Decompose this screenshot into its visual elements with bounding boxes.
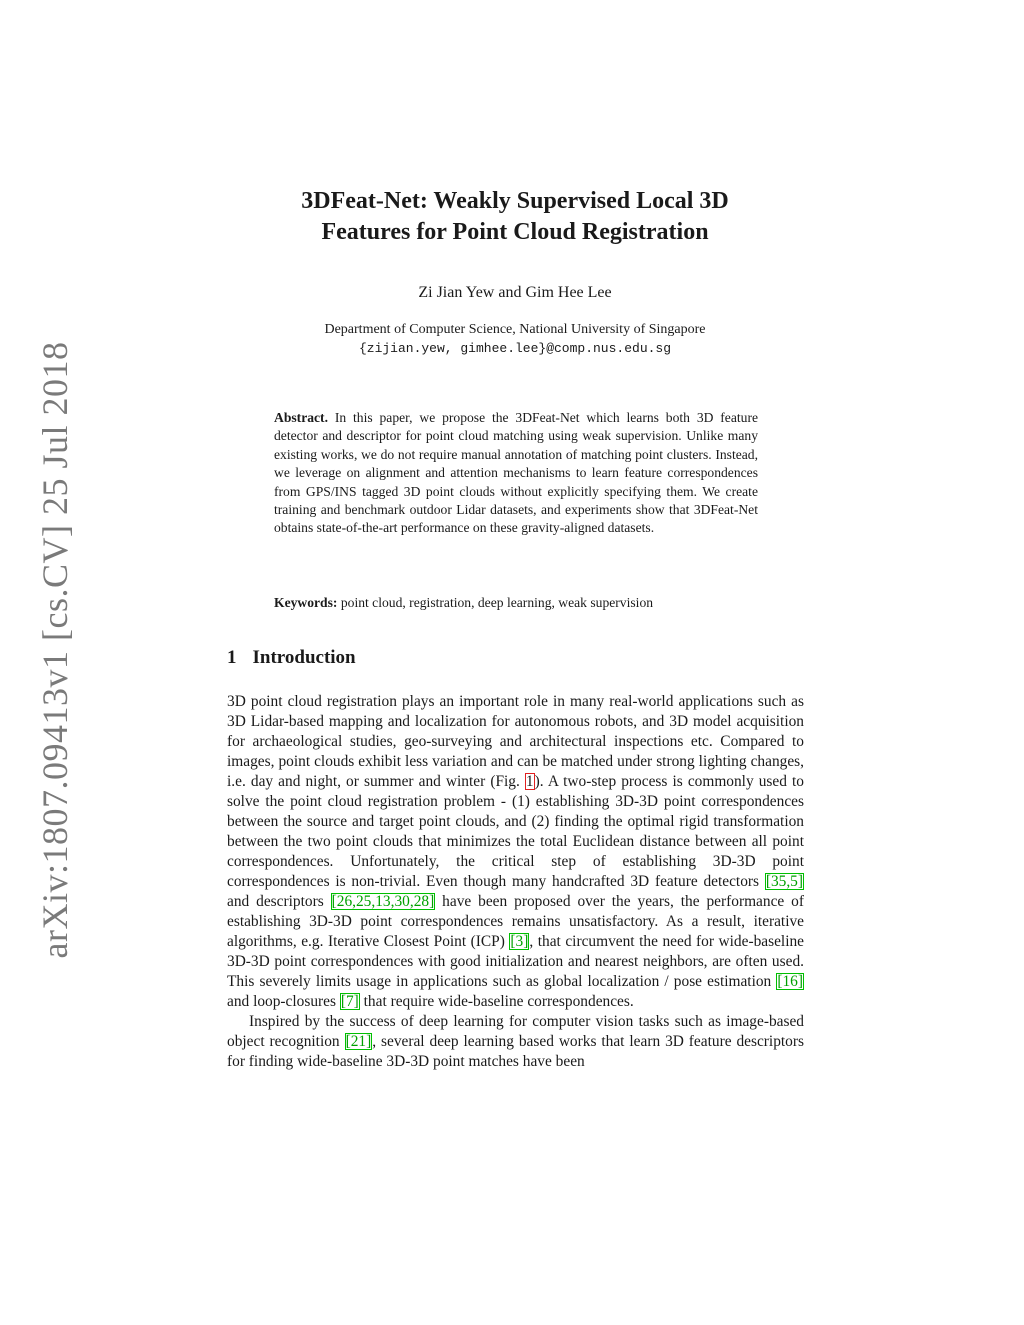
author-emails: {zijian.yew, gimhee.lee}@comp.nus.edu.sg	[358, 341, 672, 356]
intro-paragraph-2	[227, 1012, 804, 1072]
citation-link[interactable]: [26,25,13,30,28]	[331, 893, 435, 910]
figure-reference-link[interactable]: 1	[525, 773, 534, 790]
affiliation-block	[230, 320, 800, 358]
paper-title	[230, 186, 800, 248]
abstract	[274, 409, 758, 538]
abstract-text: In this paper, we propose the 3DFeat-Net which learns both 3D feature detector and descriptor for point cloud matching using weak supervision. Unlike many existing works, we do not require manual annotation of matching point clusters. Instead, we leverage on alignment and attention mechanisms to learn feature correspondences from GPS/INS tagged 3D point clouds without explicitly specifying them. We create training and benchmark outdoor Lidar datasets, and experiments show that 3DFeat-Net obtains state-of-the-art performance on these gravity-aligned datasets.	[274, 410, 759, 536]
introduction-body	[227, 692, 804, 1072]
section-heading	[227, 647, 356, 669]
text-run: ). A two-step process is commonly used to solve the point cloud registration problem - (1) establishing 3D-3D point correspondences between the source and target point clouds, and (2) finding the optimal rigid transformation between the two point clouds that minimizes the total Euclidean distance between all point correspondences. Unfortunately, the critical step of establishing 3D-3D point correspondences is non-trivial. Even though many handcrafted 3D feature detectors	[227, 773, 804, 890]
text-run: and descriptors	[227, 893, 331, 910]
text-run: , that circumvent the need for wide-baseline 3D-3D point correspondences with good initialization and nearest neighbors, are often used. This severely limits usage in applications such as global localization / pose estimation	[227, 933, 804, 990]
abstract-label: Abstract.	[274, 410, 328, 425]
text-run: , several deep learning based works that learn 3D feature descriptors for finding wide-baseline 3D-3D point matches have been	[227, 1033, 804, 1070]
keywords-label: Keywords:	[274, 595, 338, 610]
citation-link[interactable]: [3]	[510, 933, 529, 950]
arxiv-identifier: arXiv:1807.09413v1 [cs.CV] 25 Jul 2018	[35, 341, 75, 959]
text-run: 3D point cloud registration plays an important role in many real-world applications such as 3D Lidar-based mapping and localization for autonomous robots, and 3D model acquisition for archaeological studies, geo-surveying and architectural inspections etc. Compared to images, point clouds exhibit less variation and can be matched under strong lighting changes, i.e. day and night, or summer and winter (Fig.	[227, 693, 804, 790]
authors: Zi Jian Yew and Gim Hee Lee	[418, 284, 612, 301]
citation-link[interactable]: [7]	[340, 993, 359, 1010]
affiliation: Department of Computer Science, National University of Singapore	[324, 322, 706, 337]
title-line-2: Features for Point Cloud Registration	[321, 219, 709, 245]
text-run: and loop-closures	[227, 993, 340, 1010]
section-number: 1	[227, 647, 237, 668]
citation-link[interactable]: [16]	[777, 973, 803, 990]
keywords	[274, 594, 758, 612]
citation-link[interactable]: [21]	[345, 1033, 372, 1050]
section-title: Introduction	[252, 647, 356, 668]
citation-link[interactable]: [35,5]	[765, 873, 803, 890]
keywords-text: point cloud, registration, deep learning, weak supervision	[340, 595, 654, 610]
intro-paragraph-1	[227, 692, 804, 1012]
text-run: Inspired by the success of deep learning for computer vision tasks such as image-based object recognition	[227, 1013, 804, 1050]
text-run: that require wide-baseline correspondences.	[359, 993, 634, 1010]
title-line-1: 3DFeat-Net: Weakly Supervised Local 3D	[301, 188, 729, 214]
text-run: have been proposed over the years, the performance of establishing 3D-3D point correspondences remains unsatisfactory. As a result, iterative algorithms, e.g. Iterative Closest Point (ICP)	[227, 893, 804, 950]
